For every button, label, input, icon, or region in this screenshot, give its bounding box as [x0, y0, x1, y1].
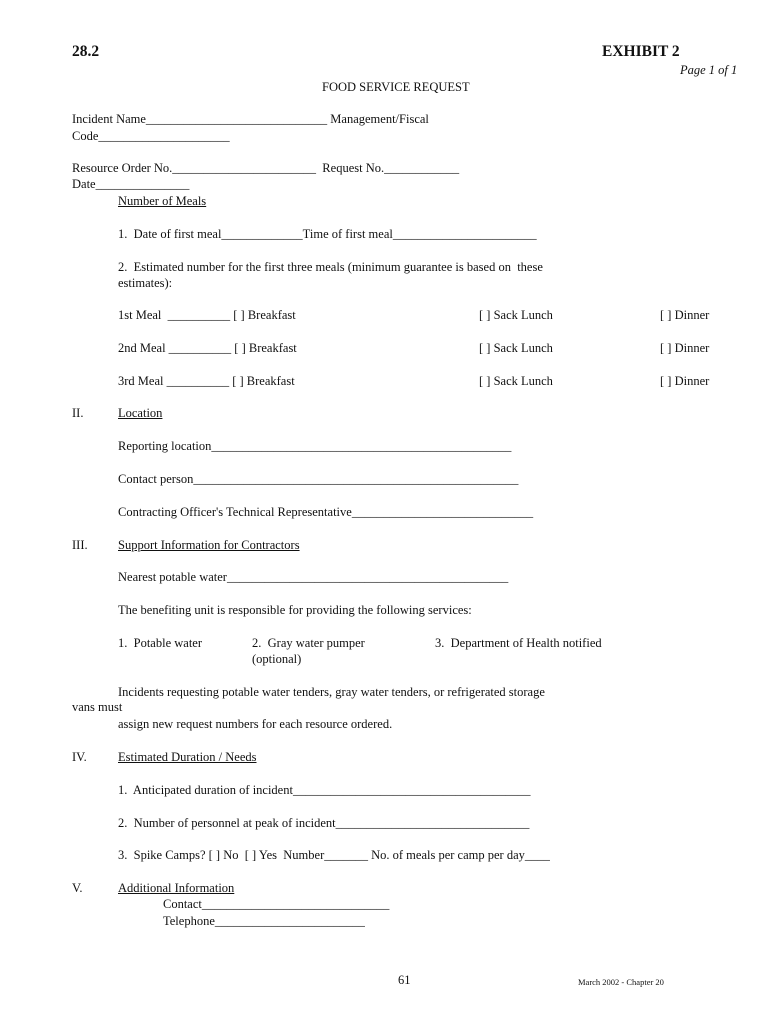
sack-lunch-option: [ ] Sack Lunch: [479, 308, 553, 322]
sack-lunch-option: [ ] Sack Lunch: [479, 374, 553, 388]
additional-info-heading: Additional Information: [118, 881, 235, 895]
note-line: assign new request numbers for each resource ordered.: [118, 717, 393, 731]
fiscal-code-field: Code_____________________: [72, 129, 230, 143]
note-line: vans must: [72, 700, 123, 714]
section-numeral: II.: [72, 406, 84, 420]
page-of-label: Page 1 of 1: [680, 63, 738, 77]
reporting-location-field: Reporting location________________________________________________: [118, 439, 512, 453]
meal-row-label: 2nd Meal __________ [ ] Breakfast: [118, 341, 297, 355]
meal-estimate-line2: estimates):: [118, 276, 173, 290]
service-item: 2. Gray water pumper: [252, 636, 365, 650]
section-numeral: III.: [72, 538, 88, 552]
number-of-meals-heading: Number of Meals: [118, 194, 207, 208]
date-field: Date_______________: [72, 177, 190, 191]
meal-estimate-line1: 2. Estimated number for the first three meals (minimum guarantee is based on these: [118, 260, 543, 274]
duration-heading: Estimated Duration / Needs: [118, 750, 257, 764]
service-item-note: (optional): [252, 652, 302, 666]
dinner-option: [ ] Dinner: [660, 374, 710, 388]
footer-date-chapter: March 2002 - Chapter 20: [578, 977, 664, 987]
telephone-field: Telephone________________________: [163, 914, 365, 928]
page-number: 61: [398, 973, 411, 987]
incident-name-field: Incident Name_____________________________ Management/Fiscal: [72, 112, 429, 126]
resource-order-field: Resource Order No._______________________ Request No.____________: [72, 161, 460, 175]
section-numeral: IV.: [72, 750, 87, 764]
support-heading: Support Information for Contractors: [118, 538, 300, 552]
form-title: FOOD SERVICE REQUEST: [322, 80, 470, 94]
duration-field: 1. Anticipated duration of incident______________________________________: [118, 783, 531, 797]
sack-lunch-option: [ ] Sack Lunch: [479, 341, 553, 355]
contact-person-field: Contact person____________________________________________________: [118, 472, 519, 486]
dinner-option: [ ] Dinner: [660, 308, 710, 322]
service-item: 1. Potable water: [118, 636, 203, 650]
note-line: Incidents requesting potable water tenders, gray water tenders, or refrigerated storage: [118, 685, 545, 699]
dinner-option: [ ] Dinner: [660, 341, 710, 355]
meal-row-label: 1st Meal __________ [ ] Breakfast: [118, 308, 296, 322]
first-meal-field: 1. Date of first meal_____________Time of first meal_______________________: [118, 227, 537, 241]
cotr-field: Contracting Officer's Technical Representative_____________________________: [118, 505, 534, 519]
potable-water-field: Nearest potable water_____________________________________________: [118, 570, 509, 584]
exhibit-label: EXHIBIT 2: [602, 43, 680, 60]
meal-row-label: 3rd Meal __________ [ ] Breakfast: [118, 374, 295, 388]
service-item: 3. Department of Health notified: [435, 636, 602, 650]
section-numeral: V.: [72, 881, 83, 895]
location-heading: Location: [118, 406, 163, 420]
section-number: 28.2: [72, 43, 100, 60]
personnel-field: 2. Number of personnel at peak of incident_______________________________: [118, 816, 530, 830]
contact-field: Contact______________________________: [163, 897, 390, 911]
responsibility-text: The benefiting unit is responsible for providing the following services:: [118, 603, 472, 617]
spike-camps-field: 3. Spike Camps? [ ] No [ ] Yes Number_______ No. of meals per camp per day____: [118, 848, 550, 862]
